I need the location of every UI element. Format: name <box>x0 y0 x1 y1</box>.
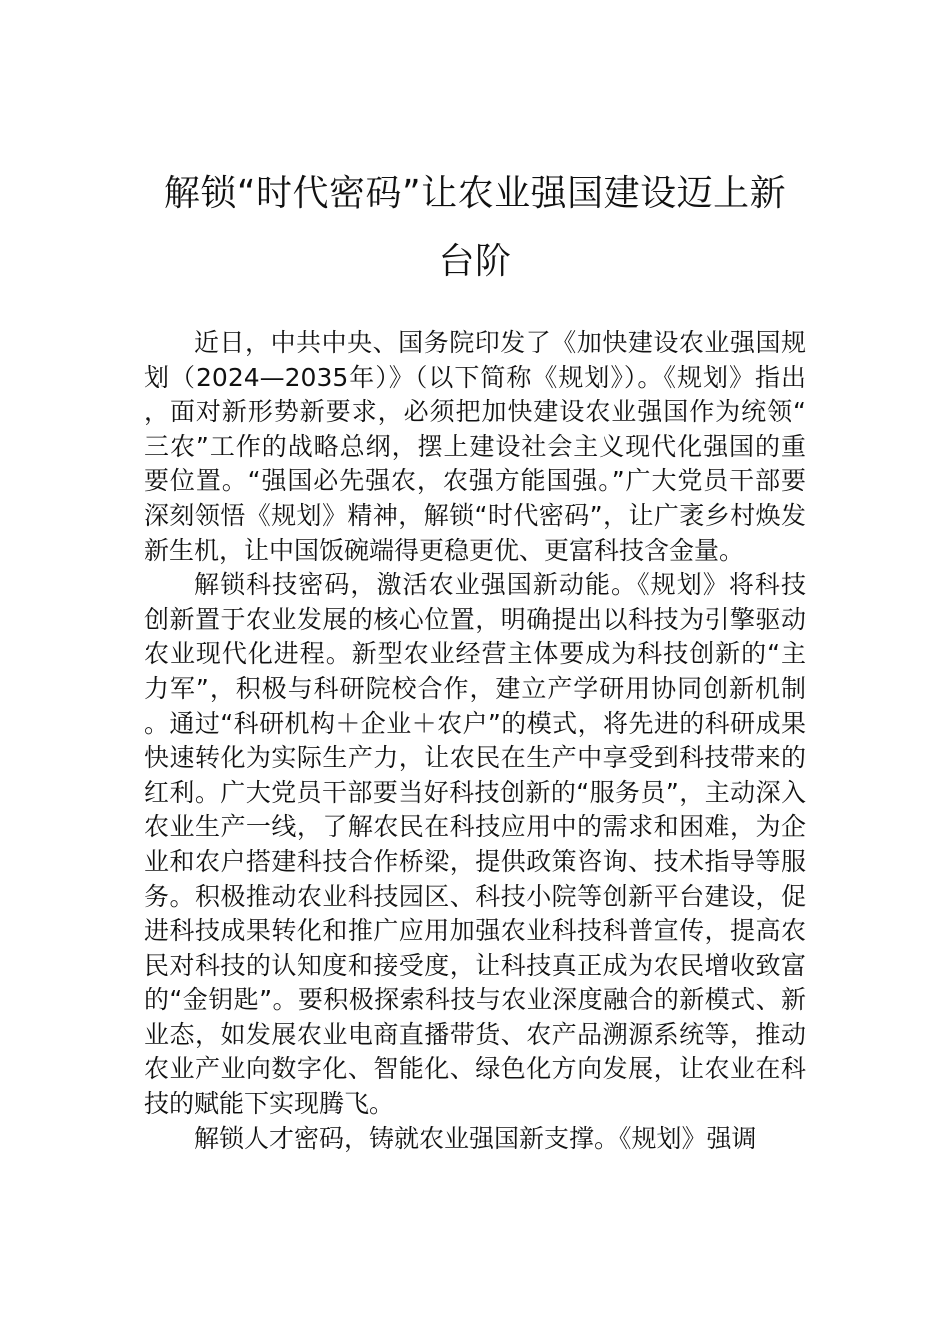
paragraph-talent: 解锁人才密码，铸就农业强国新支撑。《规划》强调 <box>194 1123 757 1153</box>
paragraph-technology: 解锁科技密码，激活农业强国新动能。《规划》将科技创新置于农业发展的核心位置，明确提出以科技为引擎驱动农业现代化进程。新型农业经营主体要成为科技创新的“主力军”，积极与科研院校合作，建立产学研用协同创新机制。通过“科研机构＋企业＋农户”的模式，将先进的科研成果快速转化为实际生产力，让农民在生产中享受到科技带来的红利。广大党员干部要当好科技创新的“服务员”，主动深入农业生产一线，了解农民在科技应用中的需求和困难，为企业和农户搭建科技合作桥梁，提供政策咨询、技术指导等服务。积极推动农业科技园区、科技小院等创新平台建设，促进科技成果转化和推广应用加强农业科技科普宣传，提高农民对科技的认知度和接受度，让科技真正成为农民增收致富的“金钥匙”。要积极探索科技与农业深度融合的新模式、新业态，如发展农业电商直播带货、农产品溯源系统等，推动农业产业向数字化、智能化、绿色化方向发展，让农业在科技的赋能下实现腾飞。 <box>144 570 806 1119</box>
paragraph-intro: 近日，中共中央、国务院印发了《加快建设农业强国规划（2024—2035年）》（以下简称《规划》）。《规划》指出，面对新形势新要求，必须把加快建设农业强国作为统领“三农”工作的战略总纲，摆上建设社会主义现代化强国的重要位置。“强国必先强农，农强方能国强。”广大党员干部要深刻领悟《规划》精神，解锁“时代密码”，让广袤乡村焕发新生机，让中国饭碗端得更稳更优、更富科技含金量。 <box>144 328 806 565</box>
document-title: 解锁“时代密码”让农业强国建设迈上新台阶 <box>163 173 787 282</box>
document-body <box>144 326 806 1156</box>
